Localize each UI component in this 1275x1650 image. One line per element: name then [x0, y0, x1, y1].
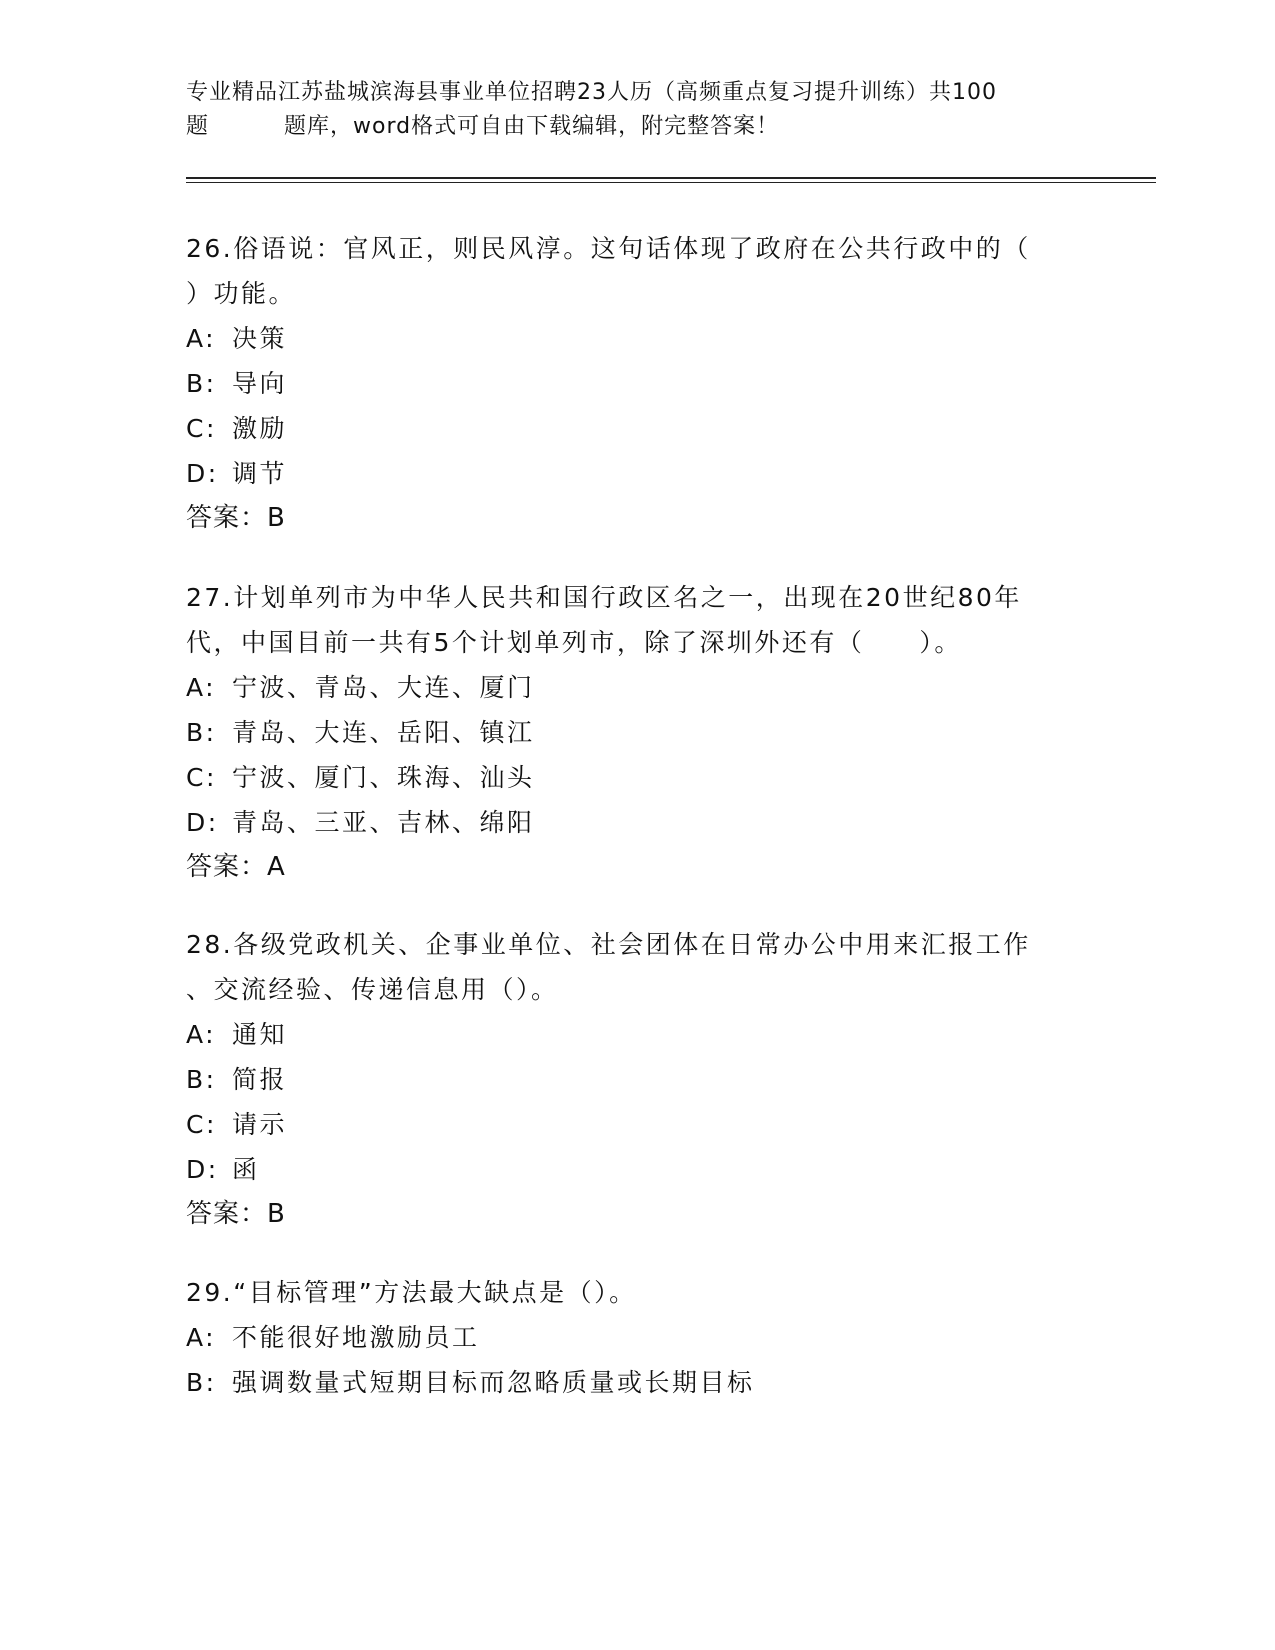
option-letter: C:: [186, 1110, 217, 1139]
option-letter: D:: [186, 1155, 219, 1184]
option-c: [186, 755, 1086, 800]
option-d: [186, 800, 1086, 845]
option-text: 宁波、青岛、大连、厦门: [232, 673, 535, 702]
question-27: [186, 575, 1086, 890]
option-a: [186, 665, 1086, 710]
option-letter: C:: [186, 414, 217, 443]
option-text: 决策: [232, 324, 288, 353]
option-text: 强调数量式短期目标而忽略质量或长期目标: [232, 1368, 755, 1397]
question-text-line: 27.计划单列市为中华人民共和国行政区名之一，出现在20世纪80年: [186, 583, 1022, 612]
header-line2-text: 题库，word格式可自由下载编辑，附完整答案！: [284, 114, 780, 139]
header-title-text: 专业精品江苏盐城滨海县事业单位招聘23人历（高频重点复习提升训练）共100: [186, 80, 997, 105]
option-text: 激励: [232, 414, 288, 443]
header-line2-lead: 题: [186, 114, 210, 139]
answer-text: 答案：B: [186, 503, 286, 533]
question-text-line: 29.“目标管理”方法最大缺点是（）。: [186, 1278, 637, 1307]
option-letter: B:: [186, 369, 217, 398]
answer-text: 答案：B: [186, 1199, 286, 1229]
option-letter: B:: [186, 1368, 217, 1397]
document-header: [186, 76, 1066, 144]
option-text: 不能很好地激励员工: [232, 1323, 480, 1352]
option-letter: A:: [186, 1020, 217, 1049]
option-letter: B:: [186, 718, 217, 747]
answer-text: 答案：A: [186, 852, 286, 882]
option-text: 导向: [232, 369, 288, 398]
option-text: 宁波、厦门、珠海、汕头: [232, 763, 535, 792]
option-c: [186, 1102, 1086, 1147]
option-a: [186, 316, 1086, 361]
question-text-line: 28.各级党政机关、企事业单位、社会团体在日常办公中用来汇报工作: [186, 930, 1031, 959]
option-letter: B:: [186, 1065, 217, 1094]
header-line-2: [186, 110, 1066, 144]
option-text: 青岛、三亚、吉林、绵阳: [232, 808, 535, 837]
option-text: 函: [232, 1155, 260, 1184]
option-a: [186, 1315, 1086, 1360]
option-letter: D:: [186, 808, 219, 837]
question-29: [186, 1270, 1086, 1405]
option-letter: C:: [186, 763, 217, 792]
option-b: [186, 1057, 1086, 1102]
option-text: 简报: [232, 1065, 288, 1094]
option-b: [186, 361, 1086, 406]
option-letter: A:: [186, 1323, 217, 1352]
option-letter: A:: [186, 673, 217, 702]
option-text: 青岛、大连、岳阳、镇江: [232, 718, 535, 747]
option-c: [186, 406, 1086, 451]
question-28: [186, 922, 1086, 1237]
option-d: [186, 451, 1086, 496]
header-divider-thin: [186, 182, 1156, 183]
question-text-line: 、交流经验、传递信息用（）。: [186, 975, 559, 1004]
header-line-1: [186, 76, 1066, 110]
option-letter: A:: [186, 324, 217, 353]
question-text-line: 26.俗语说：官风正，则民风淳。这句话体现了政府在公共行政中的（: [186, 234, 1031, 263]
option-text: 调节: [232, 459, 288, 488]
option-d: [186, 1147, 1086, 1192]
option-text: 请示: [232, 1110, 288, 1139]
option-b: [186, 710, 1086, 755]
question-text-line: ）功能。: [186, 279, 297, 308]
question-text-line: 代，中国目前一共有5个计划单列市，除了深圳外还有（ ）。: [186, 628, 962, 657]
option-text: 通知: [232, 1020, 288, 1049]
option-letter: D:: [186, 459, 219, 488]
header-divider-thick: [186, 177, 1156, 179]
option-b: [186, 1360, 1086, 1405]
option-a: [186, 1012, 1086, 1057]
question-26: [186, 226, 1086, 541]
